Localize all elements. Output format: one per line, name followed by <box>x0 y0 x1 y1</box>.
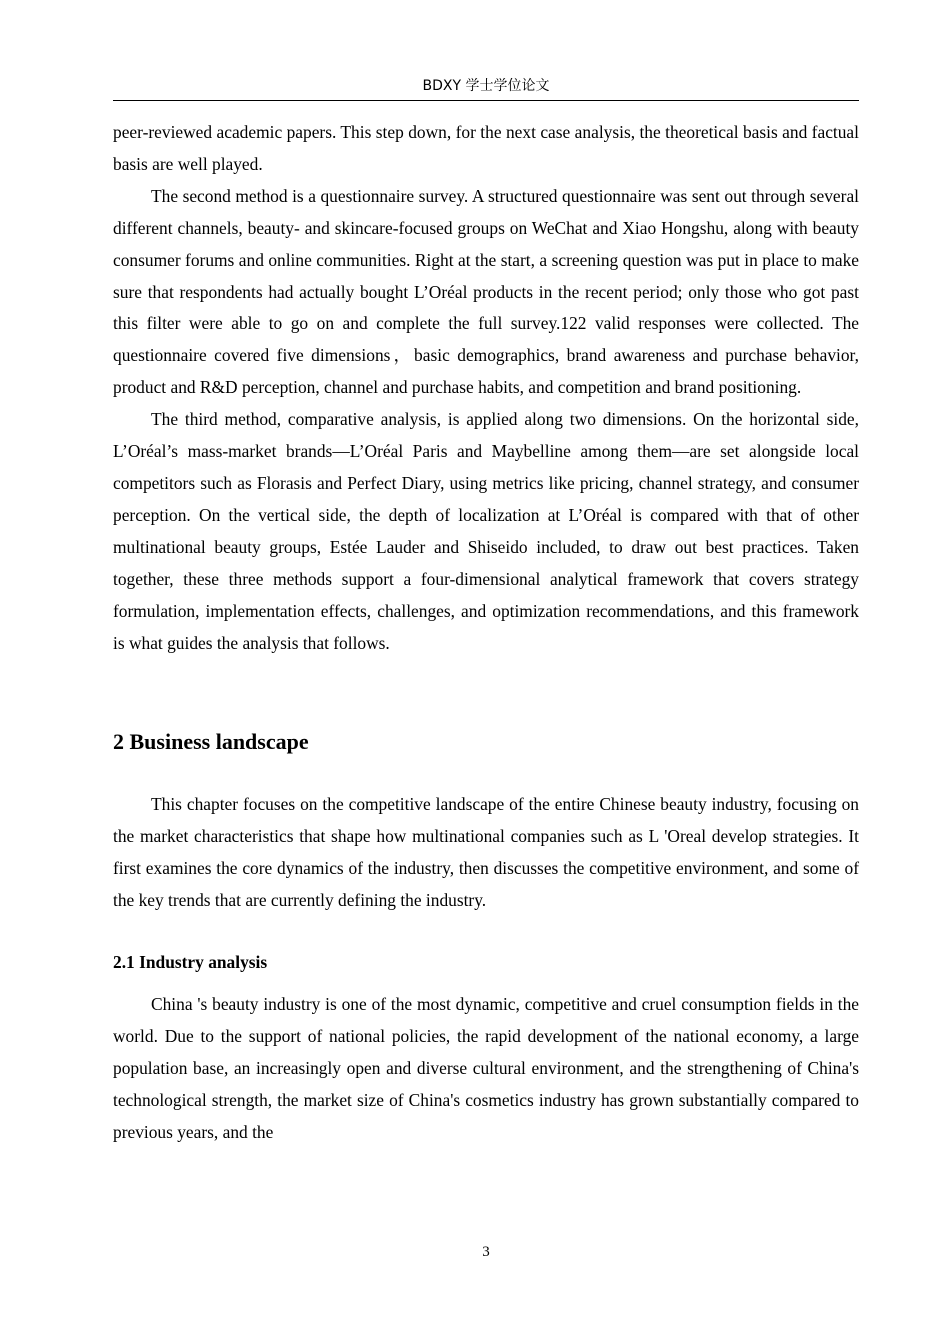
paragraph-industry-analysis: China 's beauty industry is one of the most dynamic, competitive and cruel consumption fields in the world. Due to the support of national policies, the rapid development of the national economy, a large population base, an increasingly open and diverse cultural environment, and the strengthening of China's technological strength, the market size of China's cosmetics industry has grown substantially compared to previous years, and the <box>113 994 859 1142</box>
header-rule <box>113 100 859 101</box>
page-number: 3 <box>482 1244 490 1260</box>
spacer <box>113 975 859 989</box>
paragraph-comparative-method: The third method, comparative analysis, is applied along two dimensions. On the horizontal side, L’Oréal’s mass-market brands—L’Oréal Paris and Maybelline among them—are set alongside local competitors such as Florasis and Perfect Diary, using metrics like pricing, channel strategy, and consumer perception. On the vertical side, the depth of localization at L’Oréal is compared with that of other multinational beauty groups, Estée Lauder and Shiseido included, to draw out best practices. Taken together, these three methods support a four-dimensional analytical framework that covers strategy formulation, implementation effects, challenges, and optimization recommendations, and this framework is what guides the analysis that follows. <box>113 409 859 653</box>
spacer <box>113 659 859 727</box>
spacer <box>113 757 859 789</box>
paragraph-continuation: peer-reviewed academic papers. This step down, for the next case analysis, the theoretical basis and factual basis are well played. <box>113 122 859 174</box>
running-header: BDXY 学士学位论文 <box>422 78 550 94</box>
paragraph-section-intro: This chapter focuses on the competitive landscape of the entire Chinese beauty industry, focusing on the market characteristics that shape how multinational companies such as L 'Oreal develop strategies. It first examines the core dynamics of the industry, then discusses the competitive environment, and some of the key trends that are currently defining the industry. <box>113 794 859 911</box>
subsection-heading: 2.1 Industry analysis <box>113 952 268 973</box>
spacer <box>113 917 859 949</box>
section-heading: 2 Business landscape <box>113 729 309 755</box>
body-text <box>113 117 859 1149</box>
paragraph-questionnaire-method: The second method is a questionnaire survey. A structured questionnaire was sent out through several different channels, beauty- and skincare-focused groups on WeChat and Xiao Hongshu, along with beauty consumer forums and online communities. Right at the start, a screening question was put in place to make sure that respondents had actually bought L’Oréal products in the recent period; only those who got past this filter were able to go on and complete the full survey.122 valid responses were collected. The questionnaire covered five dimensions，basic demographics, brand awareness and purchase behavior, product and R&D perception, channel and purchase habits, and competition and brand positioning. <box>113 185 859 398</box>
